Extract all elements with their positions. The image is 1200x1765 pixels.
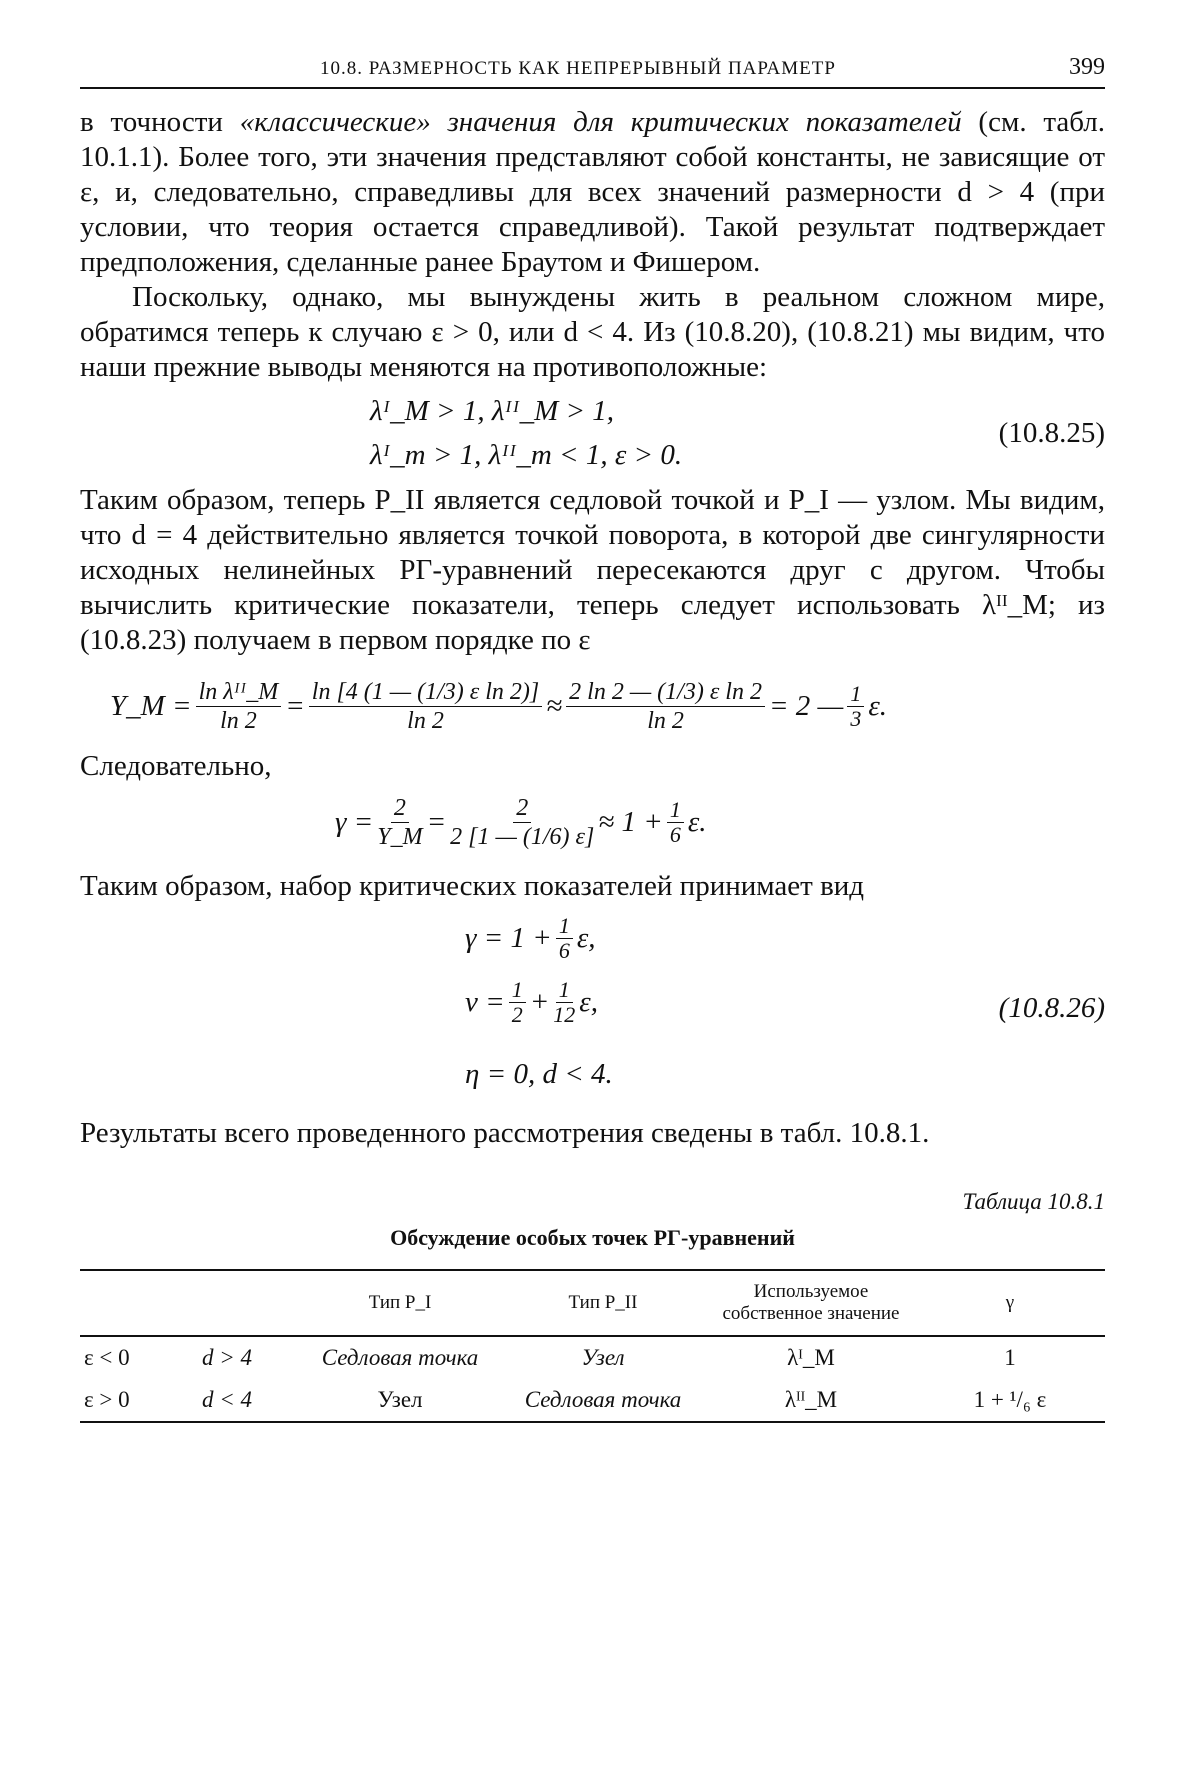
paragraph-4: Следовательно, [80, 750, 272, 782]
eqy-frac2-num: ln [4 (1 — (1/3) ε ln 2)] [309, 678, 542, 707]
eqy-approx: ≈ [546, 690, 563, 722]
table-cell: d < 4 [202, 1387, 253, 1412]
eqy-lhs: Y_M = [110, 690, 192, 722]
eqg-approx: ≈ 1 + [598, 806, 663, 838]
table-row [80, 1379, 1105, 1422]
table-title: Обсуждение особых точек РГ-уравнений [390, 1225, 795, 1250]
table-header-cell: γ [1005, 1292, 1015, 1313]
paragraph-1-rest: (см. табл. 10.1.1). Более того, эти значения представляют собой константы, не зависящие от ε, и, следовательно, справедливы для всех значений размерности d > 4 (при условии, что теория остается справедливой). Такой результат подтверждает предположения, сделанные ранее Браутом и Фишером. [80, 106, 1105, 278]
eq26-line1 [465, 914, 596, 963]
eq26-l2-den2: 12 [553, 1002, 576, 1027]
singular-points-table [80, 1269, 1105, 1423]
paragraph-1 [80, 105, 1105, 280]
paragraph-1-lead: в точности [80, 106, 240, 138]
table-cell: ε > 0 [84, 1387, 130, 1412]
paragraph-3: Таким образом, теперь P_II является седловой точкой и P_I — узлом. Мы видим, что d = 4 действительно является точкой поворота, в которой две сингулярности исходных нелинейных РГ-уравнений пересекаются друг с другом. Чтобы вычислить критические показатели, теперь следует использовать λᴵᴵ_M; из (10.8.23) получаем в первом порядке по ε [80, 484, 1105, 656]
table-cell: ε < 0 [84, 1345, 130, 1370]
page-number: 399 [1069, 54, 1105, 80]
eq26-l1-frac [556, 914, 573, 963]
table-header-cell [80, 1270, 198, 1336]
eqg-frac2-num: 2 [513, 794, 531, 823]
eqg-frac1-num: 2 [391, 794, 409, 823]
eqy-frac3-num: 2 ln 2 — (1/3) ε ln 2 [566, 678, 765, 707]
equation-ym: Y_M = $\frac{\text{ln λᴵᴵ\_M}}{\ln 2}$ = $\frac{\text{ln [4 (1 — (1/3) ε ln 2)]}}{\ln 2}$ ≈ $\frac{\text{2 ln 2 — (1/3) ε ln 2}}{\ln 2}$ = 2 — $\frac{1}{3}$ ε. [110, 679, 887, 734]
eqg-frac3 [667, 798, 684, 847]
eqy-frac2-den: ln 2 [407, 708, 444, 734]
eq26-l2-num2: 1 [556, 978, 573, 1003]
eqg-frac2-den: 2 [1 — (1/6) ε] [450, 824, 595, 850]
table-label: Таблица 10.8.1 [962, 1189, 1105, 1214]
eq26-l1-b: ε, [576, 922, 596, 954]
table-header-cell: Используемое собственное значение [722, 1281, 900, 1324]
table-cell: d > 4 [202, 1345, 253, 1370]
eqy-frac1-den: ln 2 [220, 708, 257, 734]
eq26-l2-frac2 [553, 978, 575, 1027]
eqg-frac1 [377, 794, 422, 851]
eqg-frac3-den: 6 [669, 822, 681, 847]
eq26-line3: η = 0, d < 4. [465, 1058, 613, 1090]
eq26-l1-a: γ = 1 + [465, 922, 552, 954]
paragraph-5: Таким образом, набор критических показателей принимает вид [80, 870, 865, 902]
eq26-line2 [465, 978, 598, 1027]
paragraph-2: Поскольку, однако, мы вынуждены жить в реальном сложном мире, обратимся теперь к случаю ε > 0, или d < 4. Из (10.8.20), (10.8.21) мы видим, что наши прежние выводы меняются на противоположные: [80, 281, 1105, 383]
equation-10-8-25 [80, 391, 1105, 483]
eq25-number: (10.8.25) [998, 417, 1105, 449]
table-cell: λᴵᴵ_M [784, 1387, 838, 1412]
eq26-l1-den: 6 [558, 938, 570, 963]
eq26-l2-num1: 1 [509, 978, 526, 1003]
eqg-eq: = [426, 806, 447, 838]
running-header [80, 40, 1105, 89]
equation-10-8-26 [80, 910, 1105, 1110]
eqg-frac2 [450, 794, 594, 851]
eq26-l2-a: ν = [465, 986, 505, 1018]
eq26-number: (10.8.26) [998, 992, 1105, 1024]
eq26-l2-b: ε, [579, 986, 598, 1018]
eq25-line2: λᴵ_m > 1, λᴵᴵ_m < 1, ε > 0. [370, 439, 683, 471]
eqg-lhs: γ = [335, 806, 374, 838]
eqy-frac3 [566, 678, 765, 735]
eqy-frac4-num: 1 [847, 682, 864, 707]
eq26-l2-frac1 [509, 978, 526, 1027]
eqg-frac1-den: Y_M [377, 824, 423, 850]
eqy-frac1 [196, 678, 282, 735]
table-cell: Седловая точка [524, 1387, 682, 1412]
table-header-cell: Тип P_II [568, 1292, 638, 1313]
eqy-frac1-num: ln λᴵᴵ_M [196, 678, 282, 707]
eqy-frac4 [847, 682, 864, 731]
table-cell: 1 [1004, 1345, 1016, 1370]
eqg-frac3-num: 1 [667, 798, 684, 823]
table-cell: Узел [377, 1387, 423, 1412]
table-header-row [80, 1270, 1105, 1336]
table-cell: λᴵ_M [787, 1345, 835, 1370]
running-title: 10.8. РАЗМЕРНОСТЬ КАК НЕПРЕРЫВНЫЙ ПАРАМЕТР [320, 58, 836, 79]
table-cell: 1 + ¹/₆ ε [973, 1387, 1047, 1412]
table-cell: Седловая точка [321, 1345, 479, 1370]
equation-gamma [335, 794, 1105, 851]
table-header-cell: Тип P_I [368, 1292, 432, 1313]
eq26-l2-den1: 2 [511, 1002, 523, 1027]
eq26-l2-plus: + [529, 986, 550, 1018]
eq26-l1-num: 1 [556, 914, 573, 939]
paragraph-6: Результаты всего проведенного рассмотрения сведены в табл. 10.8.1. [80, 1117, 930, 1149]
eq25-line1: λᴵ_M > 1, λᴵᴵ_M > 1, [370, 395, 615, 427]
book-page [80, 40, 1105, 1423]
eqy-frac4-den: 3 [850, 706, 862, 731]
eqy-frac2 [309, 678, 542, 735]
eqg-tail: ε. [687, 806, 707, 838]
table-row [80, 1336, 1105, 1379]
table-cell: Узел [581, 1345, 625, 1370]
eqy-rhs: = 2 — [768, 690, 844, 722]
eqy-tail: ε. [868, 690, 887, 722]
paragraph-1-italic: «классические» значения для критических показателей [239, 106, 962, 138]
table-header-cell [198, 1270, 301, 1336]
eqy-frac3-den: ln 2 [647, 708, 684, 734]
